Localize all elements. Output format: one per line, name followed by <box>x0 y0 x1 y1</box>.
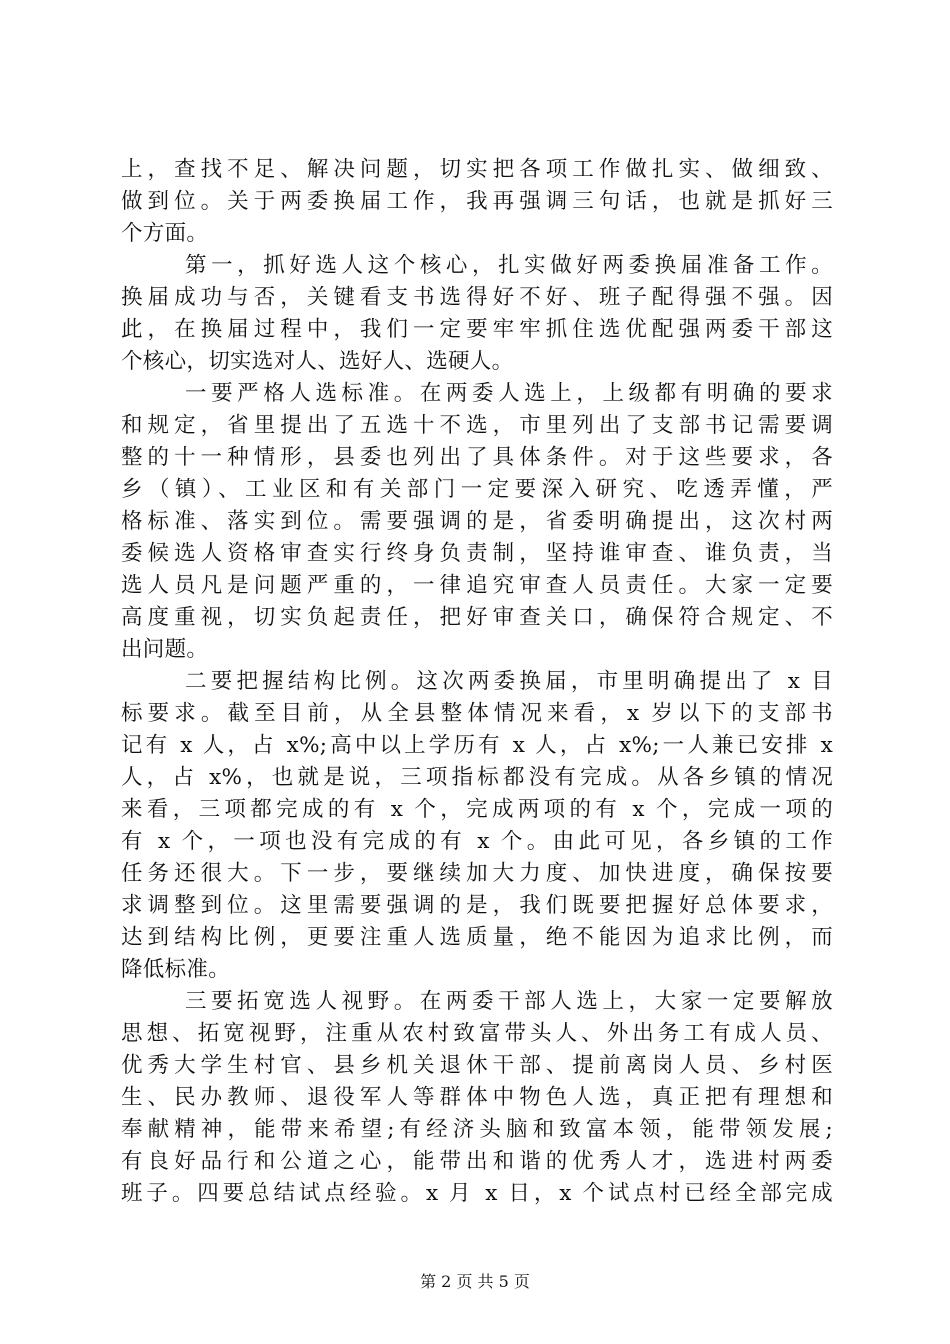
text-line: 降低标准。 <box>121 957 231 982</box>
text-line: 一要严格人选标准。在两委人选上，上级都有明确的要求 <box>185 381 833 406</box>
text-line: 达到结构比例，更要注重人选质量，绝不能因为追求比例，而 <box>121 925 833 950</box>
text-line: 优秀大学生村官、县乡机关退休干部、提前离岗人员、乡村医 <box>121 1053 833 1078</box>
text-line: 有 x 个，一项也没有完成的有 x 个。由此可见，各乡镇的工作 <box>121 829 833 854</box>
text-line: 上，查找不足、解决问题，切实把各项工作做扎实、做细致、 <box>121 157 833 182</box>
page-number-footer: 第 2 页 共 5 页 <box>420 1272 530 1291</box>
text-line: 委候选人资格审查实行终身负责制，坚持谁审查、谁负责，当 <box>121 541 833 566</box>
text-line: 人，占 x%，也就是说，三项指标都没有完成。从各乡镇的情况 <box>121 765 833 790</box>
text-line: 奉献精神，能带来希望;有经济头脑和致富本领，能带领发展; <box>121 1117 833 1142</box>
text-line: 个核心，切实选对人、选好人、选硬人。 <box>121 349 514 374</box>
text-line: 记有 x 人，占 x%;高中以上学历有 x 人，占 x%;一人兼已安排 x <box>121 733 833 758</box>
text-line: 和规定，省里提出了五选十不选，市里列出了支部书记需要调 <box>121 413 833 438</box>
text-line: 高度重视，切实负起责任，把好审查关口，确保符合规定、不 <box>121 605 833 630</box>
text-line: 求调整到位。这里需要强调的是，我们既要把握好总体要求， <box>121 893 833 918</box>
text-line: 三要拓宽选人视野。在两委干部人选上，大家一定要解放 <box>185 989 833 1014</box>
text-line: 换届成功与否，关键看支书选得好不好、班子配得强不强。因 <box>121 285 833 310</box>
text-line: 第一，抓好选人这个核心，扎实做好两委换届准备工作。 <box>185 253 833 278</box>
text-line: 有良好品行和公道之心，能带出和谐的优秀人才，选进村两委 <box>121 1149 833 1174</box>
text-line: 标要求。截至目前，从全县整体情况来看，x 岁以下的支部书 <box>121 701 833 726</box>
text-line: 出问题。 <box>121 637 209 662</box>
text-line: 格标准、落实到位。需要强调的是，省委明确提出，这次村两 <box>121 509 833 534</box>
text-line: 乡（镇）、工业区和有关部门一定要深入研究、吃透弄懂，严 <box>121 477 833 502</box>
text-line: 生、民办教师、退役军人等群体中物色人选，真正把有理想和 <box>121 1085 833 1110</box>
text-line: 选人员凡是问题严重的，一律追究审查人员责任。大家一定要 <box>121 573 833 598</box>
text-line: 班子。四要总结试点经验。x 月 x 日，x 个试点村已经全部完成 <box>121 1181 833 1206</box>
text-line: 个方面。 <box>121 221 209 246</box>
text-line: 整的十一种情形，县委也列出了具体条件。对于这些要求，各 <box>121 445 833 470</box>
text-line: 思想、拓宽视野，注重从农村致富带头人、外出务工有成人员、 <box>121 1021 833 1046</box>
text-line: 来看，三项都完成的有 x 个，完成两项的有 x 个，完成一项的 <box>121 797 833 822</box>
text-line: 二要把握结构比例。这次两委换届，市里明确提出了 x 目 <box>185 669 833 694</box>
text-line: 做到位。关于两委换届工作，我再强调三句话，也就是抓好三 <box>121 189 833 214</box>
document-body <box>121 154 833 1210</box>
text-line: 此，在换届过程中，我们一定要牢牢抓住选优配强两委干部这 <box>121 317 833 342</box>
text-line: 任务还很大。下一步，要继续加大力度、加快进度，确保按要 <box>121 861 833 886</box>
